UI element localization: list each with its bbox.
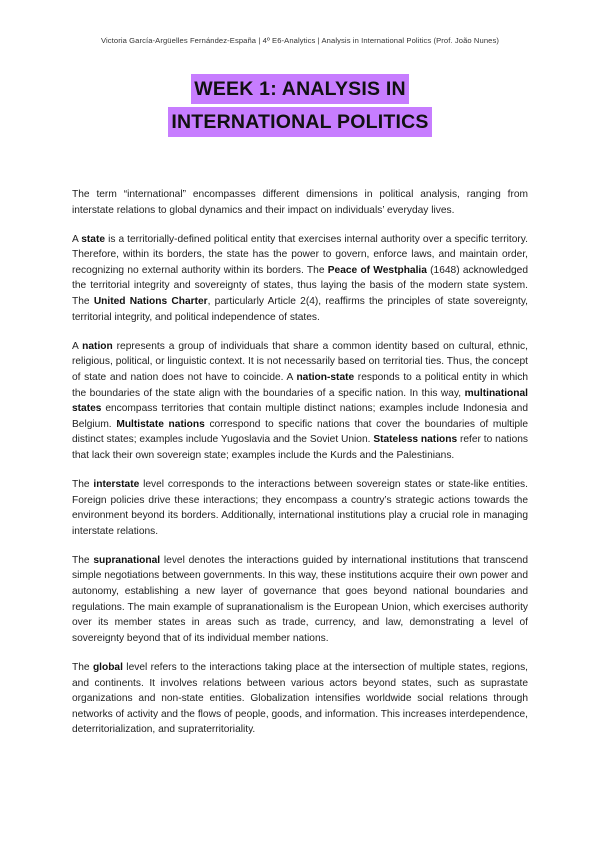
paragraph-global [72,660,528,738]
page-header: Victoria García-Argüelles Fernández-España | 4º E6-Analytics | Analysis in International Politics (Prof. João Nunes) [100,36,500,45]
term-nation: nation [82,340,113,352]
text-run: , particularly Article 2(4), reaffirms the principles of state sovereignty, territorial integrity, and political independence of states. [72,296,528,323]
text-run: correspond to specific nations that cover the boundaries of multiple distinct states; examples include Yugoslavia and the Soviet Union. [72,418,528,446]
text-run: A [72,233,82,245]
text-run: level corresponds to the interactions between sovereign states or state-like entities. Foreign policies drive these interactions; they encompass a country’s strategic actions towards the environment beyond its borders. Additionally, international institutions play a crucial role in managing interstate relations. [72,479,528,537]
paragraph-supranational [72,553,528,647]
term-multinational-states: multinational states [72,387,528,415]
text-run: is a territorially-defined political entity that exercises internal authority over a specific territory. Therefore, within its borders, the state has the power to govern, enforce laws, and maintain order, recognizing no external authority within its borders. The [72,233,528,276]
paragraph-nation [72,339,528,464]
text-run: represents a group of individuals that share a common identity based on cultural, ethnic, religious, political, or linguistic context. It is not necessarily based on territorial ties. Thus, the concept of state and nation does not have to coincide. A [72,340,528,383]
term-interstate: interstate [93,479,140,490]
text-run: (1648) acknowledged the territorial integrity and sovereignty of states, thus laying the basis of the modern state system. The [72,264,528,308]
term-nation-state: nation-state [296,371,355,383]
term-peace-of-westphalia: Peace of Westphalia [327,264,427,276]
document-body [72,187,528,751]
text-run: The [72,661,93,673]
paragraph-intro [72,187,528,218]
term-state: state [81,233,106,245]
paragraph-state [72,232,528,326]
term-stateless-nations: Stateless nations [373,434,458,446]
title-line-1: WEEK 1: ANALYSIS IN [191,74,408,104]
text-run: encompass territories that contain multiple distinct nations; examples include Indonesia and Belgium. [72,403,528,430]
text-run: responds to a political entity in which the boundaries of the state align with the boundaries of a specific nation. In this way, [72,371,529,399]
text-run: The [72,554,94,566]
title-line-2: INTERNATIONAL POLITICS [168,107,431,137]
term-un-charter: United Nations Charter [93,296,208,308]
text-run: level refers to the interactions taking place at the intersection of multiple states, regions, and continents. It involves relations between various actors beyond states, such as suprastate organizations and non-state entities. Globalization intensifies worldwide social relations through networks of activity and the flows of people, goods, and information. This increases interdependence, deterritorialization, and supraterritoriality. [72,661,528,736]
term-supranational: supranational [93,554,161,566]
text-run: level denotes the interactions guided by international institutions that transcend simple negotiations between governments. In this way, these institutions acquire their own power and autonomy, establishing a new layer of governance that goes beyond national boundaries and regulations. The main example of supranationalism is the European Union, which exercises authority over its member states in areas such as trade, currency, and law, demonstrating a level of sovereignty beyond that of its individual member nations. [72,554,528,644]
page-title [0,74,600,137]
text-run: The term “international” encompasses different dimensions in political analysis, ranging from interstate relations to global dynamics and their impact on individuals’ everyday lives. [72,189,528,216]
text-run: The [72,479,94,490]
text-run: A [72,340,83,352]
paragraph-interstate [72,477,528,539]
text-run: refer to nations that lack their own sovereign state; examples include the Kurds and the Palestinians. [72,434,528,461]
term-multistate-nations: Multistate nations [116,418,205,430]
term-global: global [92,661,123,673]
